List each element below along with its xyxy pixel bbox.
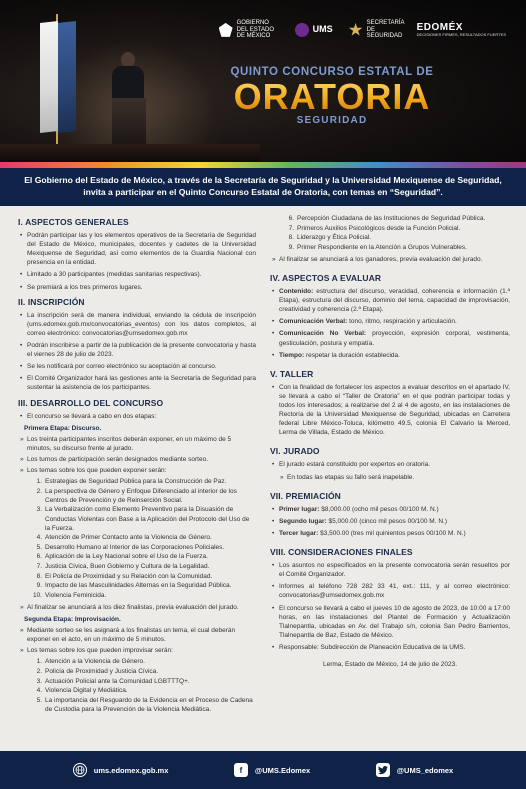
footer-facebook[interactable]: f @UMS.Edomex [234, 763, 310, 777]
list-item: • Los asuntos no especificados en la presente convocatoria serán resueltos por el Comité Organizador. [270, 561, 510, 579]
list-item: » Los temas sobre los que pueden improvisar serán: [18, 646, 256, 655]
topic-item: 8. El Policía de Proximidad y su Relación con la Comunidad. [36, 572, 213, 580]
closing-date: Lerma, Estado de México, 14 de julio de 2023. [322, 660, 458, 668]
section-list [270, 383, 510, 438]
globe-icon [73, 763, 87, 777]
section-title: IV. ASPECTOS A EVALUAR [270, 272, 382, 283]
list-item: • Se premiará a los tres primeros lugares. [18, 283, 256, 292]
list-item: • Informes al teléfono 728 282 33 41, ext.: 111, y al correo electrónico: convocatorias@umsedomex.gob.mx [270, 582, 510, 600]
topic-item: 9. Impacto de las Masculinidades Alternas en la Seguridad Pública. [36, 582, 232, 590]
list-item: • Limitado a 30 participantes (medidas sanitarias respectivas). [18, 270, 256, 279]
list-item: • Tercer lugar: $3,500.00 (tres mil quinientos pesos 00/100 M. N.) [270, 529, 510, 538]
title-top: QUINTO CONCURSO ESTATAL DE [230, 66, 434, 78]
content-area [0, 206, 526, 745]
blue-flag [58, 21, 76, 133]
section-list [18, 412, 256, 421]
title-bottom: SEGURIDAD [296, 115, 368, 126]
section-title: VI. JURADO [270, 446, 320, 457]
footer [0, 751, 526, 789]
topic-item: 7. Primeros Auxilios Psicológicos desde la Función Policial. [288, 224, 461, 232]
logo-ums: UMS [295, 23, 333, 37]
star-icon [349, 23, 363, 37]
topic-item: 9. Primer Respondiente en la Atención a Grupos Vulnerables. [288, 243, 467, 251]
white-flag [40, 21, 58, 133]
edomex-shield-icon [219, 23, 233, 37]
stage-list [270, 255, 510, 264]
list-item: • Podrán inscribirse a partir de la publicación de la presente convocatoria y hasta el viernes 28 de julio de 2023. [18, 341, 256, 359]
title-main: ORATORIA [222, 79, 442, 115]
podium [112, 98, 146, 146]
section-title: VII. PREMIACIÓN [270, 490, 341, 501]
topic-item: 4. Violencia Digital y Mediática. [36, 687, 128, 695]
list-item: • Tiempo: respetar la duración establecida. [270, 351, 510, 360]
list-item: » Mediante sorteo se les asignará a los finalistas un tema, el cual deberán exponer en el acto, en un máximo de 5 minutos. [18, 626, 256, 644]
list-item: • Segundo lugar: $5,000.00 (cinco mil pesos 00/100 M. N.) [270, 517, 510, 526]
topic-item: 5. Desarrollo Humano al Interior de las Corporaciones Policiales. [36, 543, 225, 551]
list-item: • Comunicación Verbal: tono, ritmo, respiración y articulación. [270, 317, 510, 326]
list-item: » En todas las etapas su fallo será inapelable. [278, 473, 510, 482]
section-title: III. DESARROLLO DEL CONCURSO [18, 397, 164, 408]
list-item: • Con la finalidad de fortalecer los aspectos a evaluar descritos en el apartado IV, se llevará a cabo el “Taller de Oratoria” en el que podrán participar todas y todos los interesados; a realizarse del 2 al 4 de agosto, en las instalaciones de Rectoría de la Universidad Mexiquense de Seguridad, ubicadas en Carretera federal Libre México-Toluca, kilómetro 49.5, colonia El Calvario la Merced, Lerma de Villada, Estado de México. [270, 383, 510, 438]
intro-banner: El Gobierno del Estado de México, a través de la Secretaría de Seguridad y la Universidad Mexiquense de Seguridad, invita a participar en el Quinto Concurso Estatal de Oratoria, con temas en “Seguridad”. [0, 168, 526, 206]
topics-list [18, 657, 256, 714]
section-list [270, 505, 510, 538]
hero-banner [0, 0, 526, 162]
topic-item: 2. La perspectiva de Género y Enfoque Diferenciado al interior de los Centros de Prevención y de Reinserción Social. [36, 487, 237, 504]
stage-list [18, 603, 256, 612]
topic-item: 1. Estrategias de Seguridad Pública para la Construcción de Paz. [36, 478, 227, 486]
topic-item: 2. Policía de Proximidad y Justicia Cívica. [36, 667, 159, 675]
section-list [18, 311, 256, 393]
section-list [270, 561, 510, 652]
section-title: II. INSCRIPCIÓN [18, 296, 85, 307]
stage-floor [0, 144, 260, 162]
topic-item: 1. Atención a la Violencia de Género. [36, 658, 145, 666]
section-title: V. TALLER [270, 368, 314, 379]
footer-website[interactable]: ums.edomex.gob.mx [73, 763, 169, 777]
list-item: » Los temas sobre los que pueden exponer serán: [18, 466, 256, 475]
stage-list [18, 435, 256, 475]
topic-item: 10. Violencia Feminicida. [32, 591, 107, 599]
left-column [18, 212, 256, 717]
list-item: » Los turnos de participación serán designados mediante sorteo. [18, 455, 256, 464]
topic-item: 3. Actuación Policial ante la Comunidad LGBTTTQ+. [36, 677, 190, 685]
topics-list [270, 214, 510, 252]
list-item: • La inscripción será de manera individual, enviando la cédula de inscripción (ums.edomex.gob.mx/convocatorias_eventos) con los datos completos, al correo electrónico: convocatorias@umsedomex.gob.mx [18, 311, 256, 338]
list-item: » Los treinta participantes inscritos deberán exponer, en un máximo de 5 minutos, su discurso frente al jurado. [18, 435, 256, 453]
topics-list [18, 477, 256, 600]
list-item: » Al finalizar se anunciará a los ganadores, previa evaluación del jurado. [270, 255, 510, 264]
facebook-icon: f [234, 763, 248, 777]
topic-item: 3. La Verbalización como Elemento Preventivo para la Disuasión de Conductas Violentas con Base a la Aplicación del Protocolo del Uso de la Fuerza. [36, 506, 250, 532]
list-item: • Comunicación No Verbal: proyección, expresión corporal, vestimenta, gesticulación, postura y empatía. [270, 329, 510, 347]
section-list [270, 460, 510, 481]
topic-item: 6. Percepción Ciudadana de las Instituciones de Seguridad Pública. [288, 215, 486, 222]
list-item: • El jurado estará constituido por expertos en oratoria. [270, 460, 510, 469]
right-column [270, 214, 510, 669]
logo-secretaria-seguridad: SECRETARÍA DE SEGURIDAD [349, 20, 401, 40]
section-title: VIII. CONSIDERACIONES FINALES [270, 547, 413, 558]
topic-item: 8. Liderazgo y Ética Policial. [288, 234, 372, 242]
section-title: I. ASPECTOS GENERALES [18, 217, 129, 227]
list-item: • Contenido: estructura del discurso, veracidad, coherencia e información (1.ª Etapa), estructura del discurso, dominio del tema, capacidad de improvisación, creatividad y coherencia (2.ª Etapa). [270, 287, 510, 314]
logo-edomex-brand: EDOMÉX DECISIONES FIRMES, RESULTADOS FUERTES [416, 22, 506, 38]
list-item: • Podrán participar las y los elementos operativos de la Secretaría de Seguridad del Estado de México, municipales, docentes y cadetes de la Universidad Mexiquense de Seguridad, así como elementos de la Guardia Nacional con presencia en la entidad. [18, 231, 256, 267]
logo-gobierno-edomex: GOBIERNO DEL ESTADO DE MÉXICO [219, 20, 279, 40]
event-title [222, 66, 442, 126]
stage-label: Segunda Etapa: Improvisación. [24, 615, 121, 623]
topic-item: 4. Atención de Primer Contacto ante la Violencia de Género. [36, 534, 212, 542]
stage-list [18, 626, 256, 655]
header-logos [219, 20, 506, 40]
section-list [18, 231, 256, 292]
topic-item: 6. Aplicación de la Ley Nacional sobre el Uso de la Fuerza. [36, 553, 208, 561]
footer-twitter[interactable]: @UMS_edomex [376, 763, 454, 777]
list-item: • Responsable: Subdirección de Planeación Educativa de la UMS. [270, 643, 510, 652]
stage-label: Primera Etapa: Discurso. [24, 424, 102, 432]
list-item: • Se les notificará por correo electrónico su aceptación al concurso. [18, 362, 256, 371]
twitter-icon [376, 763, 390, 777]
list-item: • El concurso se llevará a cabo en dos etapas: [18, 412, 256, 421]
topic-item: 5. La importancia del Resguardo de la Evidencia en el Proceso de Cadena de Custodia para la Prevención de la Violencia Mediática. [36, 696, 253, 713]
list-item: » Al finalizar se anunciará a los diez finalistas, previa evaluación del jurado. [18, 603, 256, 612]
list-item: • El concurso se llevará a cabo el jueves 10 de agosto de 2023, de 10:00 a 17:00 horas, en las instalaciones del Plantel de Formación y Actualización Tlalnepantla, ubicadas en Av. del Trabajo s/n, colonia San Pedro Barrientos, Tlalnepantla de Baz, Estado de México. [270, 604, 510, 640]
section-list [270, 287, 510, 360]
list-item: • El Comité Organizador hará las gestiones ante la Secretaría de Seguridad para sustentar la asistencia de los participantes. [18, 374, 256, 392]
topic-item: 7. Justicia Cívica, Buen Gobierno y Cultura de la Legalidad. [36, 563, 210, 570]
list-item: • Primer lugar: $8,000.00 (ocho mil pesos 00/100 M. N.) [270, 505, 510, 514]
ums-emblem-icon [295, 23, 309, 37]
